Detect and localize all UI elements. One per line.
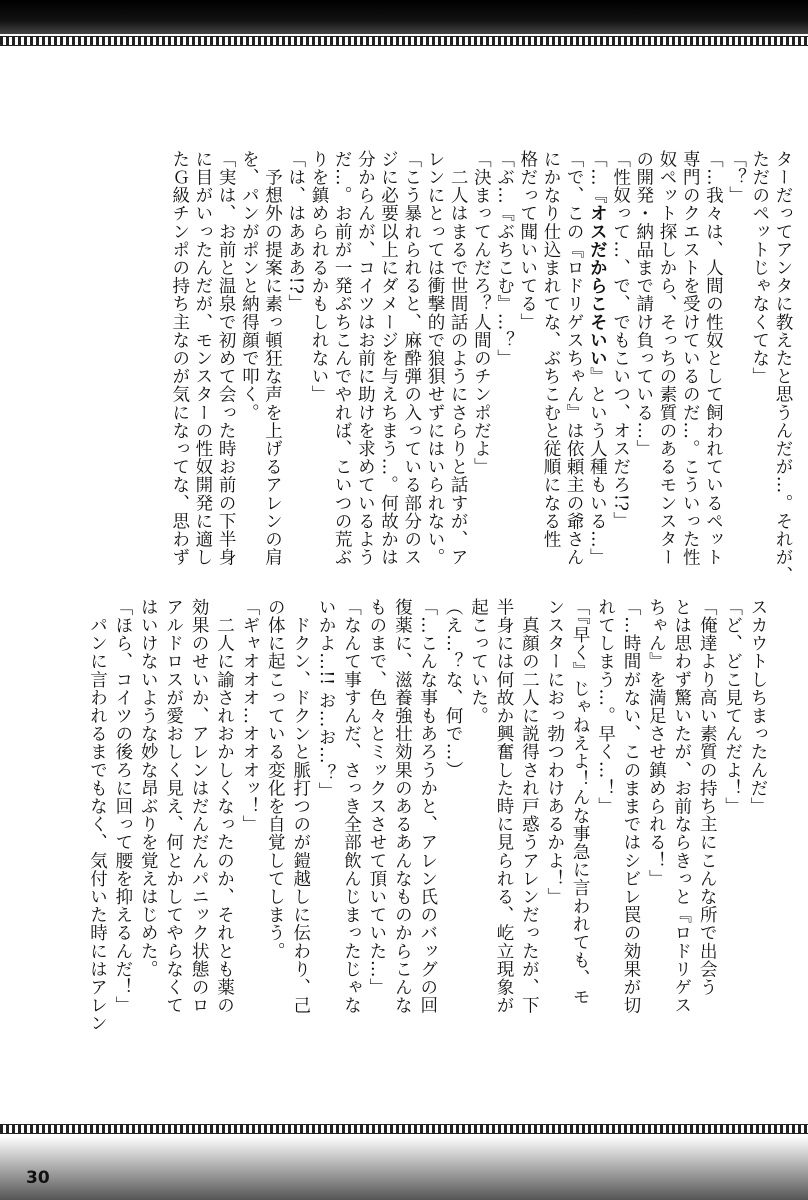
text-line: 「ど、どこ見てんだよ！」 [722, 598, 743, 816]
text-line: 専門のクエストを受けているのだ…。こういった性 [680, 150, 701, 567]
text-line: 「…『オスだからこそいい』という人種もいる…」 [587, 150, 608, 567]
text-line: ちゃん』を満足させ鎮められる！」 [646, 598, 667, 888]
text-line: 「ほら、コイツの後ろに回って腰を抑えるんだ！」 [112, 598, 133, 1015]
text-block-lower [84, 598, 770, 1033]
text-line: ンスターにおっ勃つわけあるかよ！」 [544, 598, 565, 906]
text-line: の開発・納品まで請け負っている…」 [633, 150, 654, 458]
text-line: 「実は、お前と温泉で初めて会った時お前の下半身 [216, 150, 237, 567]
text-line: 「？」 [726, 150, 747, 205]
text-line: 「俺達より高い素質の持ち主にこんな所で出会う [697, 598, 718, 997]
text-line: の体に起こっている変化を自覚してしまう。 [265, 598, 286, 960]
text-line: 格だって聞いいてる」 [517, 150, 538, 331]
text-line: 二人に諭されおかしくなったのか、それとも薬の [214, 598, 235, 1015]
text-line: いかよ…!! お…お…？」 [316, 598, 337, 801]
text-line: 復薬に、滋養強壮効果のあるあんなものからこんな [392, 598, 413, 1015]
text-line: 起こっていた。 [468, 598, 489, 725]
text-line: ただのペットじゃなくてな」 [749, 150, 770, 386]
text-line: 奴ペット探しから、そっちの素質のあるモンスター [656, 150, 677, 567]
text-line: ドクン、ドクンと脈打つのが鎧越しに伝わり、己 [290, 598, 311, 1015]
text-line: スカウトしちまったんだ」 [748, 598, 768, 816]
text-line: 「…時間がない、このままではシビレ罠の効果が切 [620, 598, 641, 1015]
text-line: 「ぶ…『ぶちこむ』…？」 [494, 150, 515, 368]
text-line: ターだってアンタに教えたと思うんだが…。それが、 [773, 150, 793, 585]
text-line: に目がいったんだが、モンスターの性奴開発に適し [192, 150, 213, 567]
top-decorative-band [0, 0, 808, 34]
text-line: レンにとっては衝撃的で狼狽せずにはいられない。 [424, 150, 445, 567]
text-line: ものまで、色々とミックスさせて頂いていた…」 [366, 598, 387, 997]
text-line: アルドロスが愛おしく見え、何とかしてやらなくて [163, 598, 184, 1015]
emphasized-text: オスだからこそいい [587, 204, 608, 368]
text-line: たＧ級チンポの持ち主なのが気になってな、思わず [169, 150, 190, 567]
text-line: 「決まってんだろ？人間のチンポだよ」 [471, 150, 492, 476]
text-line: 予想外の提案に素っ頓狂な声を上げるアレンの肩 [262, 150, 283, 567]
text-line: 効果のせいか、アレンはだんだんパニック状態のロ [189, 598, 210, 1015]
text-line: 真顔の二人に説得され戸惑うアレンだったが、下 [519, 598, 540, 1015]
text-line: 「…こんな事もあろうかと、アレン氏のバッグの回 [417, 598, 438, 1015]
text-line: 「性奴って…、で、でもこいつ、オスだろ!?」 [610, 150, 631, 530]
text-line: にかなり仕込まれてな、ぶちこむと従順になる性 [540, 150, 561, 549]
text-line: ジに必要以上にダメージを与えちまう…。何故かは [378, 150, 399, 567]
text-line: りを鎮められるかもしれない」 [308, 150, 329, 404]
text-line: 「で、この『ロドリゲスちゃん』は依頼主の爺さん [564, 150, 585, 567]
text-line: 二人はまるで世間話のようにさらりと話すが、ア [448, 150, 469, 567]
text-line: パンに言われるまでもなく、気付いた時にはアレン [87, 598, 108, 1033]
text-line: はいけないような妙な昂ぶりを覚えはじめた。 [138, 598, 159, 979]
page-number: 30 [26, 1168, 50, 1188]
text-line: とは思わず驚いたが、お前ならきっと『ロドリゲス [671, 598, 692, 1015]
text-line: 半身には何故か興奮した時に見られる、屹立現象が [493, 598, 514, 1015]
text-line: （え…？な、何で…） [443, 598, 464, 779]
text-line: 「は、はあああ!?」 [285, 150, 306, 313]
text-line: 「ギャオオオ…オオオッ！」 [239, 598, 260, 834]
bottom-ornamental-border [0, 1124, 808, 1134]
text-block-upper [168, 150, 794, 585]
text-line: 「『早く』じゃねえよ！んな事急に言われても、モ [570, 598, 591, 1006]
bottom-decorative-band [0, 1136, 808, 1200]
text-line: 分からんが、コイツはお前に助けを求めているよう [355, 150, 376, 567]
text-line: だ…。お前が一発ぶちこんでやれば、こいつの荒ぶ [332, 150, 353, 567]
text-line: を、パンがポンと納得顔で叩く。 [239, 150, 260, 422]
text-line: 「こう暴れられると、麻酔弾の入っている部分のス [401, 150, 422, 567]
text-line: 「…我々は、人間の性奴として飼われているペット [703, 150, 724, 567]
top-ornamental-border [0, 36, 808, 46]
text-line: れてしまう…。早く…！」 [595, 598, 616, 816]
text-line: 「なんて事すんだ、さっき全部飲んじまったじゃな [341, 598, 362, 1015]
